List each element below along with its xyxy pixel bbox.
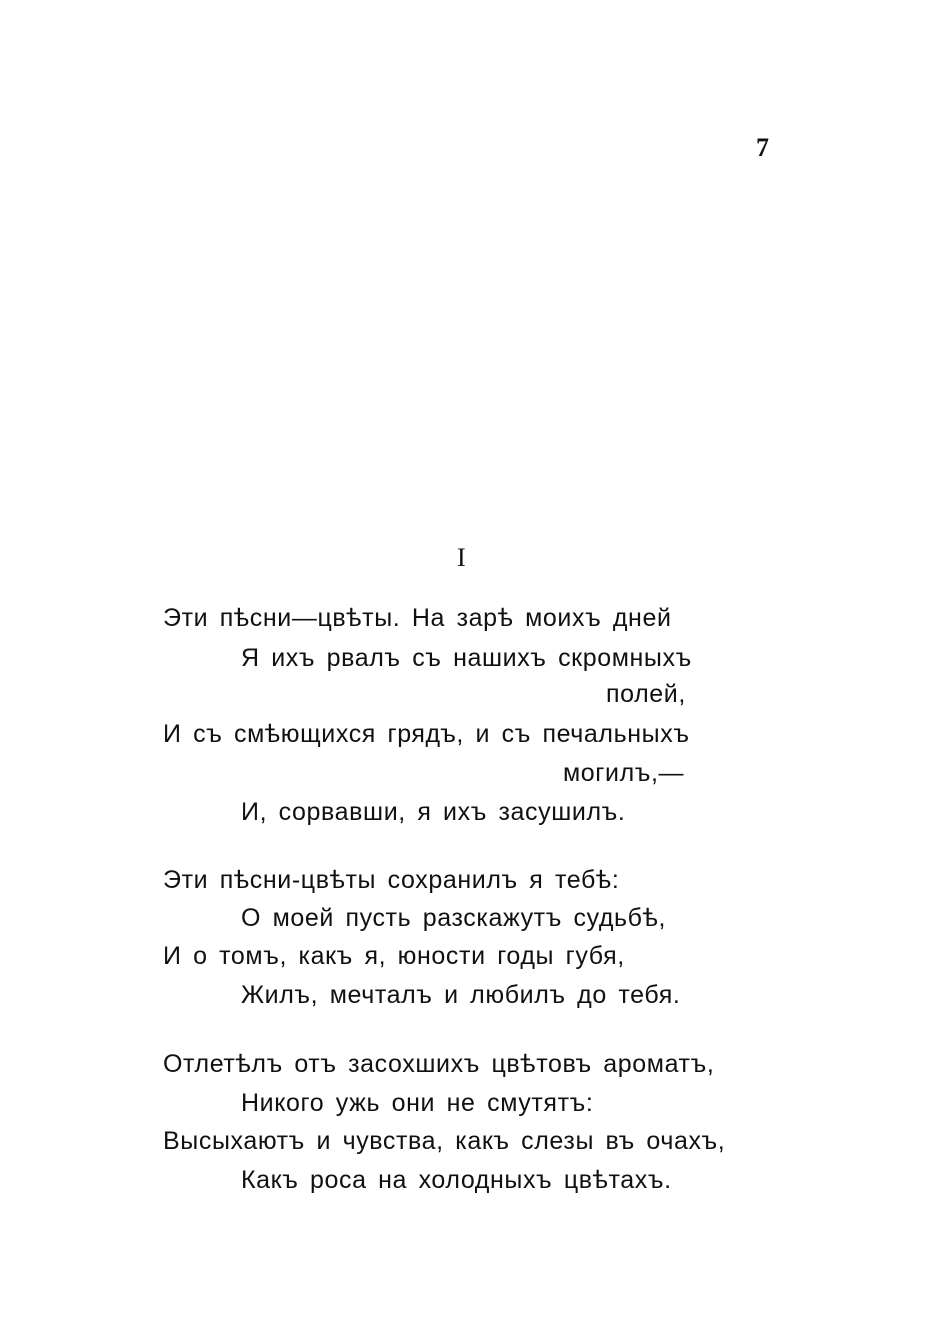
verse-line: И, сорвавши, я ихъ засушилъ. [241,798,626,826]
verse-line: И съ смѣющихся грядъ, и съ печальныхъ [163,720,690,748]
verse-line: Никого ужь они не смутятъ: [241,1089,594,1117]
verse-line: Эти пѣсни—цвѣты. На зарѣ моихъ дней [163,604,672,632]
page-number: 7 [756,133,769,162]
verse-line: Эти пѣсни-цвѣты сохранилъ я тебѣ: [163,866,620,894]
verse-line: И о томъ, какъ я, юности годы губя, [163,942,625,970]
verse-line: Какъ роса на холодныхъ цвѣтахъ. [241,1166,672,1194]
section-numeral: I [457,543,466,572]
verse-line: Высыхаютъ и чувства, какъ слезы въ очахъ, [163,1127,726,1155]
verse-line: полей, [606,680,686,708]
verse-line: О моей пусть разскажутъ судьбѣ, [241,904,667,932]
verse-line: Жилъ, мечталъ и любилъ до тебя. [241,981,681,1009]
verse-line: Я ихъ рвалъ съ нашихъ скромныхъ [241,644,692,672]
verse-line: Отлетѣлъ отъ засохшихъ цвѣтовъ ароматъ, [163,1050,715,1078]
verse-line: могилъ,— [563,759,685,787]
